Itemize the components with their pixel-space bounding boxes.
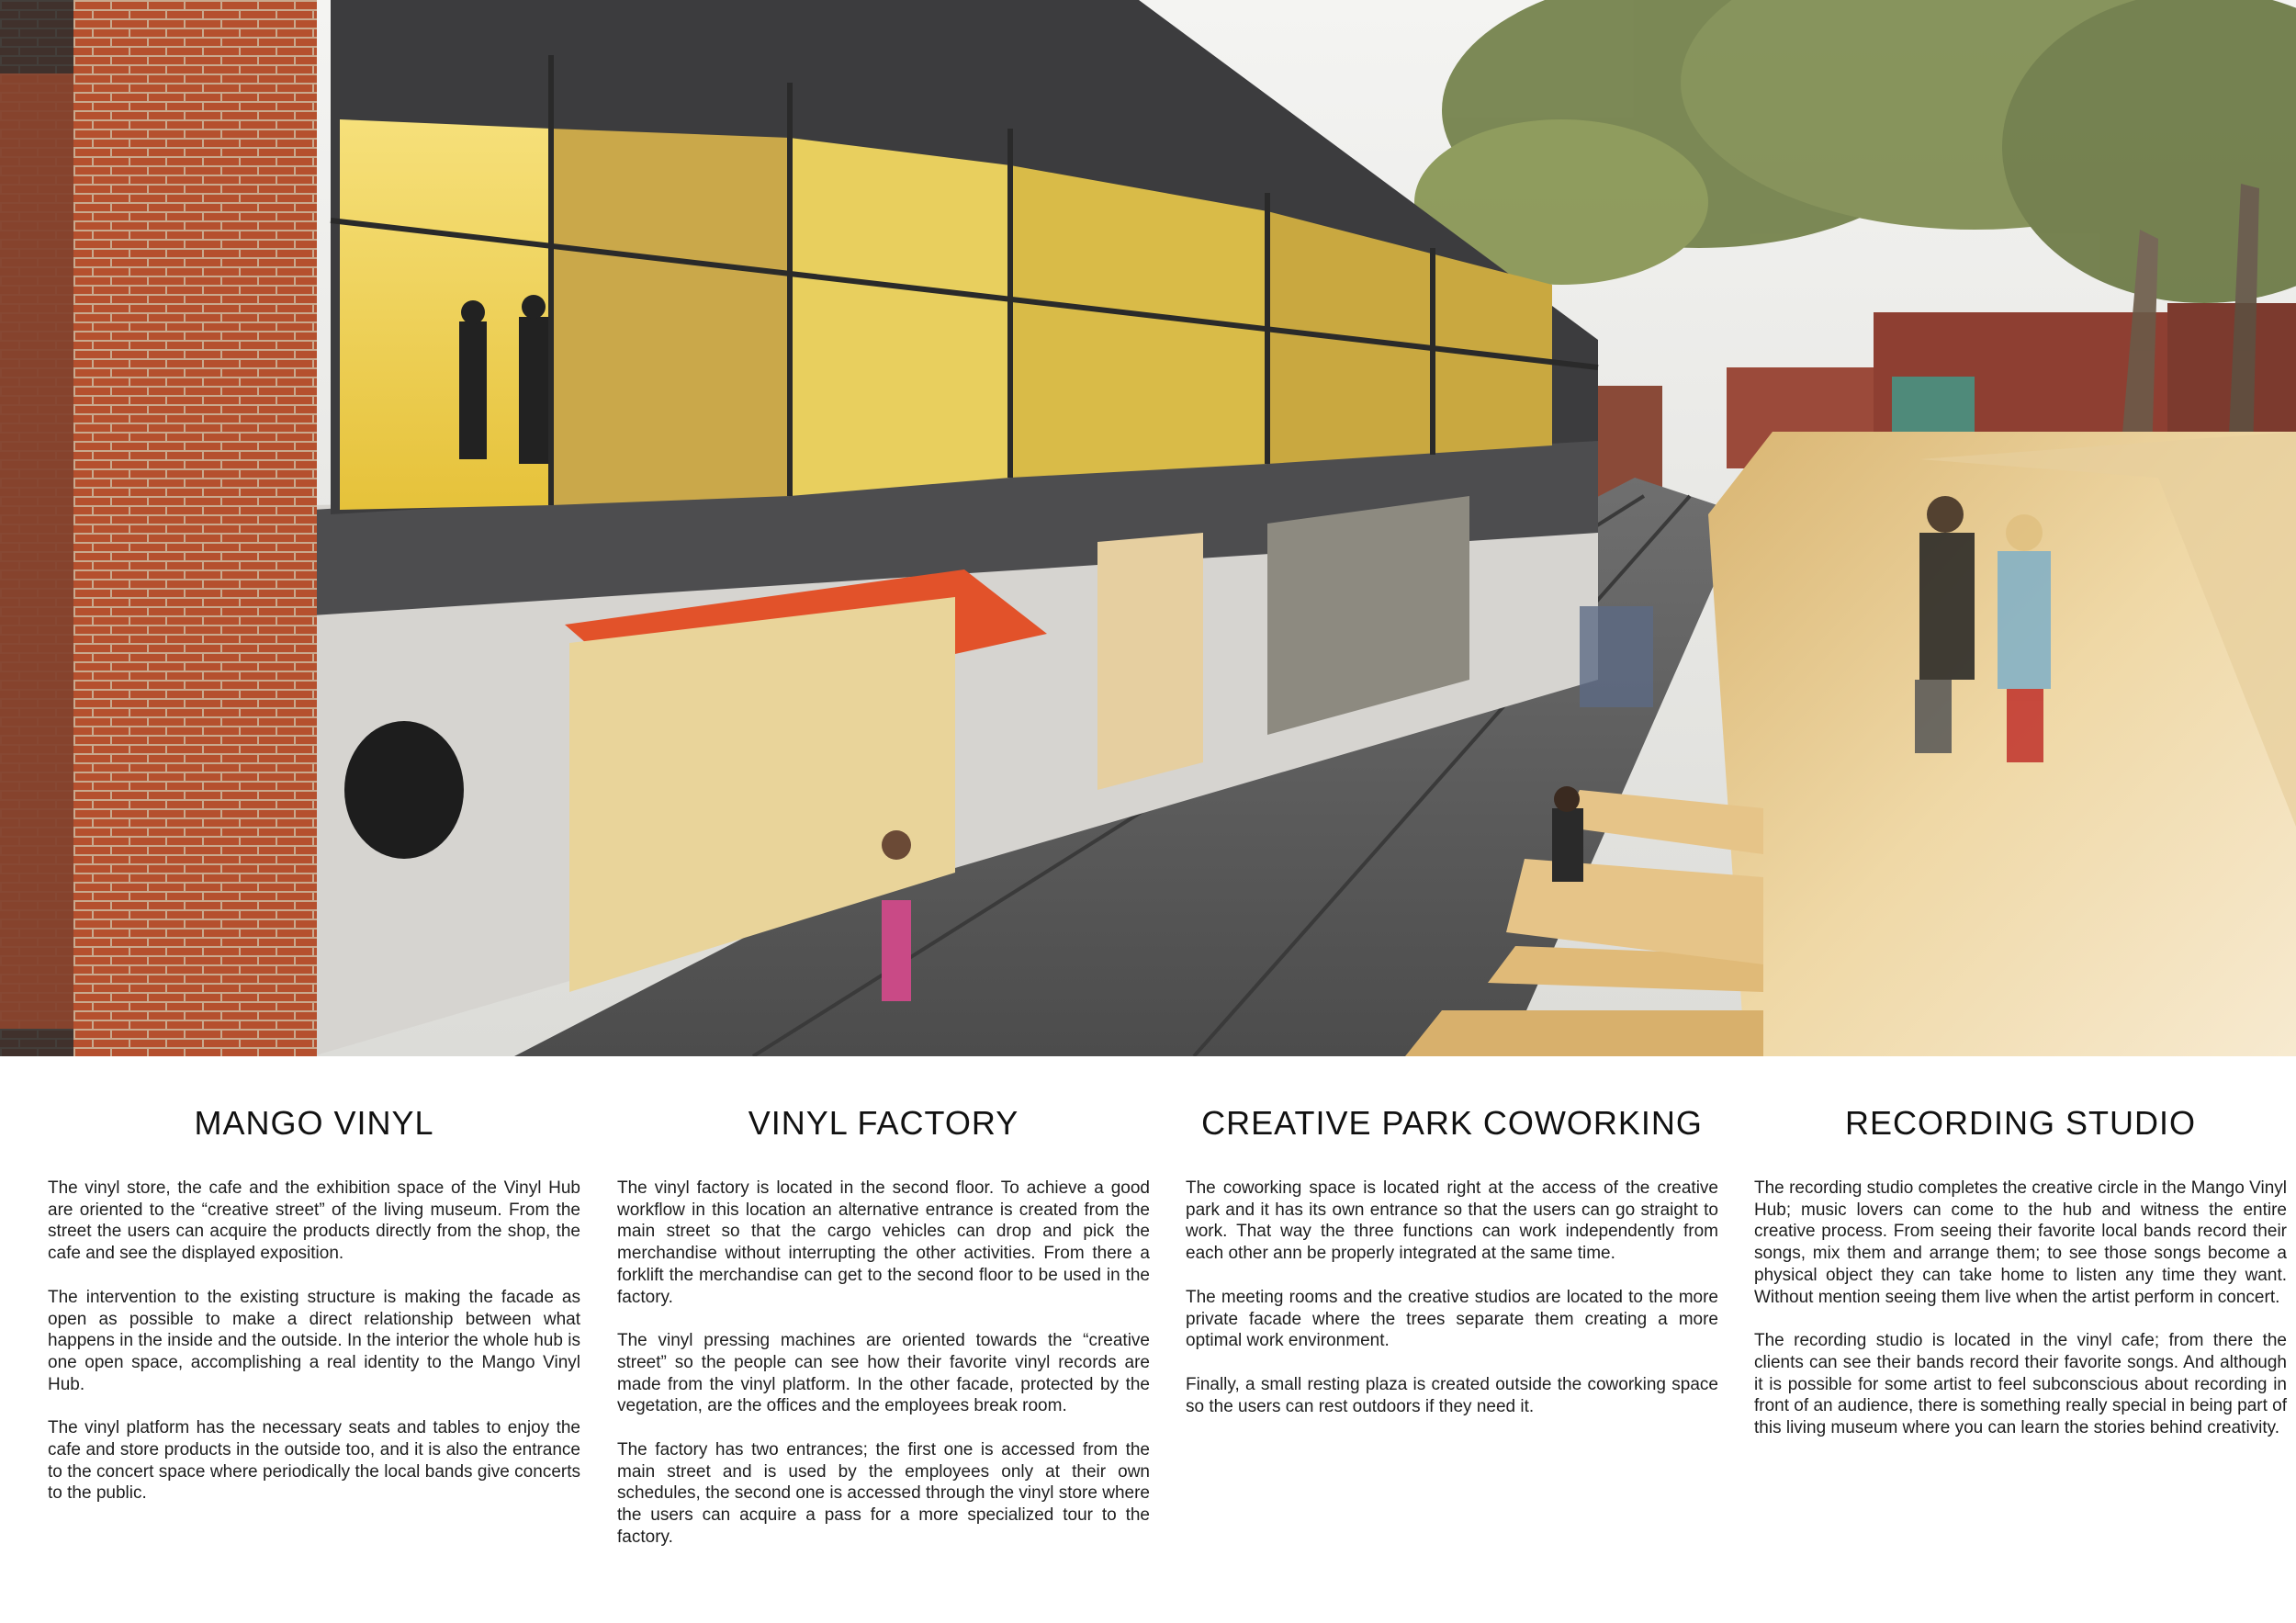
creative-park-coworking-title: CREATIVE PARK COWORKING [1201, 1104, 1703, 1142]
recording-studio-title: RECORDING STUDIO [1844, 1104, 2196, 1142]
upper-window-3 [790, 138, 1010, 496]
upper-window-4 [1010, 165, 1267, 478]
vinyl-factory-column [617, 1056, 1150, 1571]
upper-window-2 [551, 129, 790, 505]
round-window [344, 721, 464, 859]
mango-vinyl-title: MANGO VINYL [194, 1104, 434, 1142]
vinyl-factory-paragraph-2: The vinyl pressing machines are oriented towards the “creative street” so the people can see how their favorite vinyl records are made from the vinyl platform. In the other facade, protected by the vegetation, are the offices and the employees break room. [617, 1331, 1150, 1416]
coworking-paragraph-3: Finally, a small resting plaza is created outside the coworking space so the users can rest outdoors if they need it. [1186, 1374, 1718, 1416]
vinyl-factory-title: VINYL FACTORY [748, 1104, 1019, 1142]
recording-studio-column [1754, 1056, 2287, 1461]
cafe-opening [1097, 533, 1203, 790]
recording-studio-paragraph-1: The recording studio completes the creative circle in the Mango Vinyl Hub; music lovers can come to the hub and witness the entire creative process. From seeing their favorite local bands record their songs, mix them and arrange them; to see those songs become a physical object they can take home to listen any time they want. Without mention seeing them live when the artist perform in concert. [1754, 1178, 2287, 1307]
coworking-paragraph-1: The coworking space is located right at the access of the creative park and it has its own entrance so that the users can go straight to work. That way the three functions can work independently from each other ann be properly integrated at the same time. [1186, 1178, 1718, 1264]
mango-vinyl-paragraph-1: The vinyl store, the cafe and the exhibition space of the Vinyl Hub are oriented to the “creative street” of the living museum. From the street the users can acquire the products directly from the shop, the cafe and see the displayed exposition. [48, 1178, 580, 1264]
mango-vinyl-paragraph-2: The intervention to the existing structure is making the facade as open as possible to make a direct relationship between what happens in the inside and the outside. In the interior the whole hub is one open space, accomplishing a real identity to the Mango Vinyl Hub. [48, 1287, 580, 1394]
mango-vinyl-paragraph-3: The vinyl platform has the necessary seats and tables to enjoy the cafe and store products in the outside too, and it is also the entrance to the concert space where periodically the local bands give concerts to the public. [48, 1418, 580, 1504]
creative-park-coworking-column [1186, 1056, 1718, 1439]
mango-vinyl-column [48, 1056, 580, 1527]
vinyl-factory-paragraph-1: The vinyl factory is located in the second floor. To achieve a good workflow in this location an alternative entrance is created from the main street so that the cargo vehicles can drop and pick the merchandise without interrupting the other activities. From there a forklift the merchandise can get to the second floor to be used in the factory. [617, 1178, 1150, 1307]
recording-studio-paragraph-2: The recording studio is located in the vinyl cafe; from there the clients can see their bands record their favorite songs. And although it is possible for some artist to feel subconscious about recording in front of an audience, there is something really special in being part of this living museum where you can learn the stories behind creativity. [1754, 1331, 2287, 1438]
vinyl-factory-paragraph-3: The factory has two entrances; the first one is accessed from the main street and is used by the employees only at their own schedules, the second one is accessed through the vinyl store where the users can acquire a pass for a more specialized tour to the factory. [617, 1440, 1150, 1547]
coworking-paragraph-2: The meeting rooms and the creative studios are located to the more private facade where the trees separate them creating a more optimal work environment. [1186, 1287, 1718, 1351]
